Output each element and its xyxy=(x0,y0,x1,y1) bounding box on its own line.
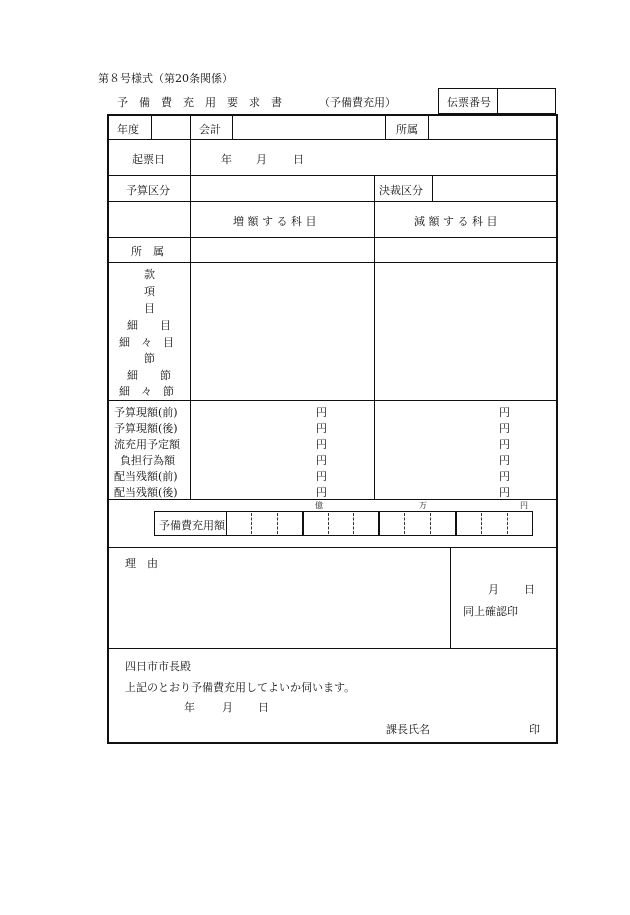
increase-subject-header: 増 額 す る 科 目 xyxy=(233,215,317,228)
yen-unit: 円 xyxy=(316,406,327,419)
chief-name-field[interactable] xyxy=(437,716,523,736)
amount-label: 配当残額(後) xyxy=(114,486,178,499)
yen-unit: 円 xyxy=(316,422,327,435)
yen-unit: 円 xyxy=(316,438,327,451)
form-title: 予 備 費 充 用 要 求 書 xyxy=(117,96,282,109)
yen-unit: 円 xyxy=(499,406,510,419)
subject-label: 細 々 目 xyxy=(119,336,174,349)
issue-day-label: 日 xyxy=(293,153,304,166)
amount-label: 予算現額(後) xyxy=(114,422,178,435)
decrease-subject-header: 減 額 す る 科 目 xyxy=(414,215,498,228)
subject-label: 細 節 xyxy=(127,369,171,382)
issue-date-label: 起票日 xyxy=(132,153,165,166)
yen-unit: 円 xyxy=(499,454,510,467)
chief-name-label: 課長氏名 xyxy=(386,723,430,736)
fiscal-year-field[interactable] xyxy=(152,116,189,138)
subject-label: 細 々 節 xyxy=(119,385,174,398)
reason-day-label: 日 xyxy=(524,583,535,596)
reserve-amount-field[interactable] xyxy=(228,513,531,534)
yen-unit: 円 xyxy=(316,454,327,467)
unit-oku-label: 億 xyxy=(315,501,323,510)
account-field[interactable] xyxy=(234,116,384,138)
account-label: 会計 xyxy=(199,123,221,136)
form-number: 第８号様式（第20条関係） xyxy=(98,72,233,85)
subject-label: 款 xyxy=(144,268,155,281)
amount-label: 流充用予定額 xyxy=(114,438,180,451)
footer-month-label: 月 xyxy=(222,701,233,714)
yen-unit: 円 xyxy=(499,438,510,451)
voucher-number-label: 伝票番号 xyxy=(447,96,491,109)
unit-man-label: 万 xyxy=(419,501,427,510)
voucher-number-field[interactable] xyxy=(499,90,554,112)
amount-label: 配当残額(前) xyxy=(114,470,178,483)
reason-field[interactable] xyxy=(110,572,446,644)
subject-label: 目 xyxy=(144,302,155,315)
yen-unit: 円 xyxy=(499,470,510,483)
budget-category-label: 予算区分 xyxy=(126,184,170,197)
request-text: 上記のとおり予備費充用してよいか伺います。 xyxy=(125,681,356,694)
amount-label: 予算現額(前) xyxy=(114,406,178,419)
footer-year-label: 年 xyxy=(184,701,195,714)
form-subtitle: （予備費充用） xyxy=(319,96,396,109)
confirm-seal-label: 同上確認印 xyxy=(463,605,518,618)
unit-yen-label: 円 xyxy=(520,501,528,510)
reserve-amount-label: 予備費充用額 xyxy=(159,519,225,532)
budget-category-field[interactable] xyxy=(192,177,373,199)
decision-category-label: 決裁区分 xyxy=(379,184,423,197)
department-label: 所属 xyxy=(396,123,418,136)
yen-unit: 円 xyxy=(316,470,327,483)
subject-label: 節 xyxy=(144,352,155,365)
reason-label: 理 由 xyxy=(125,557,158,570)
reason-month-label: 月 xyxy=(488,583,499,596)
yen-unit: 円 xyxy=(316,486,327,499)
footer-day-label: 日 xyxy=(258,701,269,714)
issue-year-label: 年 xyxy=(221,153,232,166)
decision-category-field[interactable] xyxy=(434,177,555,199)
seal-label: 印 xyxy=(529,723,540,736)
department-field[interactable] xyxy=(430,116,555,138)
yen-unit: 円 xyxy=(499,422,510,435)
subject-label: 項 xyxy=(144,285,155,298)
issue-month-label: 月 xyxy=(256,153,267,166)
fiscal-year-label: 年度 xyxy=(117,123,139,136)
amount-label: 負担行為額 xyxy=(120,454,175,467)
subject-label: 細 目 xyxy=(127,319,171,332)
yen-unit: 円 xyxy=(499,486,510,499)
addressee: 四日市市長殿 xyxy=(125,660,191,673)
affiliation-label: 所 属 xyxy=(131,245,164,258)
